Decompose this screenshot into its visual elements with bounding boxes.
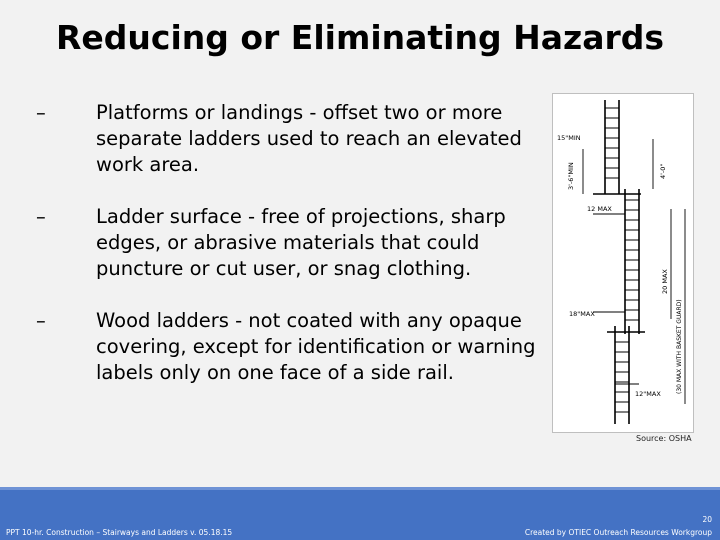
bullet-item	[36, 100, 556, 178]
label-max-height: 20 MAX	[661, 269, 669, 294]
label-offset-bottom: 12"MAX	[635, 390, 661, 398]
bullet-dash: –	[36, 309, 46, 332]
ladder-diagram	[552, 93, 694, 433]
bullet-text: Ladder surface - free of projections, sharp edges, or abrasive materials that could puncture or cut user, or snag clothing.	[96, 205, 506, 280]
bullet-text: Wood ladders - not coated with any opaque covering, except for identification or warning labels only on one face of a side rail.	[96, 309, 536, 384]
figure-source: Source: OSHA	[636, 434, 692, 443]
bullet-item	[36, 308, 556, 386]
footer-credit: Created by OTIEC Outreach Resources Workgroup	[524, 528, 712, 537]
bullet-dash: –	[36, 205, 46, 228]
label-offset-top: 12 MAX	[587, 205, 612, 213]
bullet-text: Platforms or landings - offset two or more separate ladders used to reach an elevated work area.	[96, 101, 522, 176]
label-top-width: 15"MIN	[557, 134, 581, 142]
ladder-diagram-drawing	[553, 94, 693, 432]
label-upper-section: 4'-0"	[659, 163, 667, 179]
bullet-list	[36, 100, 556, 412]
label-step-gap: 18"MAX	[569, 310, 595, 318]
slide-footer	[0, 487, 720, 540]
bullet-item	[36, 204, 556, 282]
footer-course-title: PPT 10-hr. Construction – Stairways and Ladders v. 05.18.15	[6, 528, 233, 537]
label-max-height-cage: (30 MAX WITH BASKET GUARD)	[676, 299, 683, 394]
page-number: 20	[702, 515, 712, 524]
label-landing-height: 3'-6"MIN	[567, 162, 575, 190]
slide-title: Reducing or Eliminating Hazards	[55, 18, 665, 57]
bullet-dash: –	[36, 101, 46, 124]
footer-band	[0, 487, 720, 490]
